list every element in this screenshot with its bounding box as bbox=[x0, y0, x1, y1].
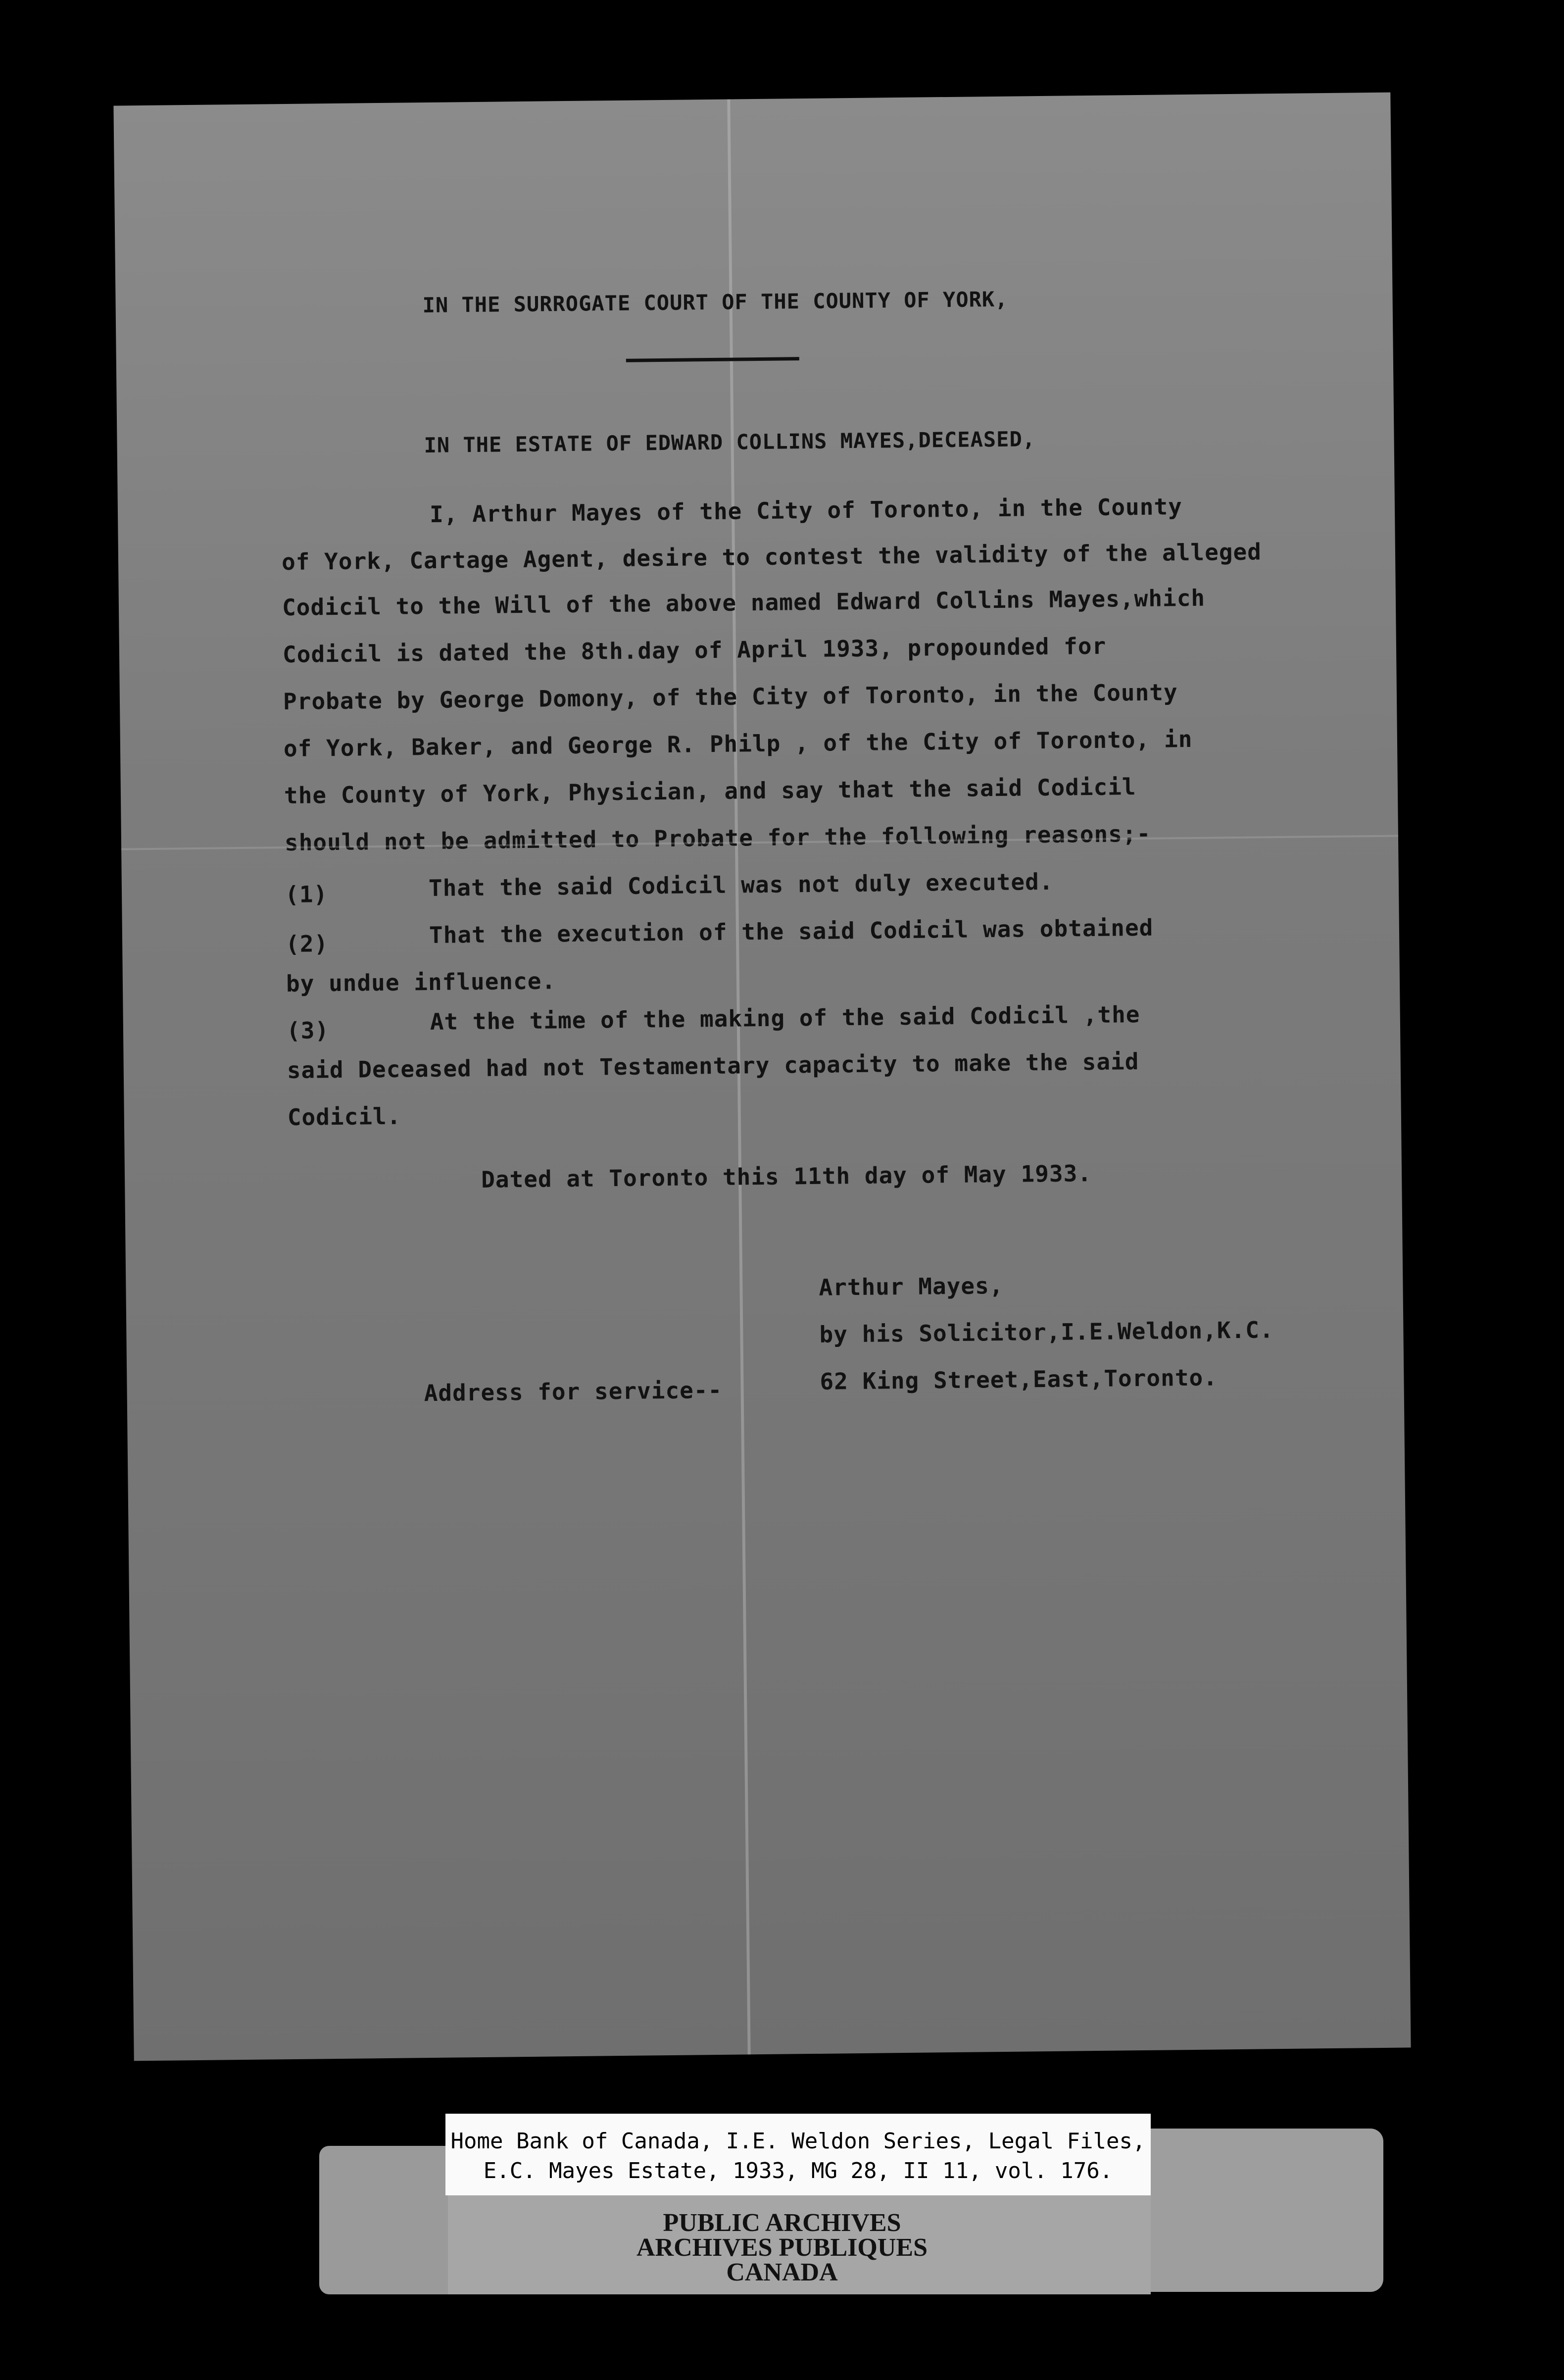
reason-number: (1) bbox=[285, 881, 328, 908]
heading-divider bbox=[626, 357, 799, 362]
body-line: Codicil is dated the 8th.day of April 1933, propounded for bbox=[282, 632, 1107, 668]
body-line: the County of York, Physician, and say that the said Codicil bbox=[284, 773, 1136, 809]
reason-text: Codicil. bbox=[287, 1102, 401, 1131]
reason-number: (2) bbox=[285, 930, 329, 958]
stamp-line: ARCHIVES PUBLIQUES bbox=[636, 2233, 928, 2262]
reason-text: by undue influence. bbox=[286, 967, 556, 997]
reason-text: That the said Codicil was not duly executed. bbox=[428, 868, 1054, 902]
solicitor-line: by his Solicitor,I.E.Weldon,K.C. bbox=[819, 1316, 1274, 1348]
public-archives-stamp bbox=[564, 2210, 1000, 2284]
reason-text: That the execution of the said Codicil was obtained bbox=[429, 914, 1154, 949]
body-line: of York, Baker, and George R. Philp , of the City of Toronto, in bbox=[283, 725, 1193, 762]
address-for-service: Address for service-- bbox=[424, 1376, 723, 1407]
archival-tape-left bbox=[319, 2146, 448, 2294]
solicitor-address: 62 King Street,East,Toronto. bbox=[820, 1364, 1218, 1395]
archive-label-line: E.C. Mayes Estate, 1933, MG 28, II 11, vol. 176. bbox=[483, 2158, 1113, 2183]
stamp-line: PUBLIC ARCHIVES bbox=[663, 2209, 901, 2237]
body-line: Codicil to the Will of the above named Edward Collins Mayes,which bbox=[282, 584, 1206, 621]
body-line: should not be admitted to Probate for the following reasons;- bbox=[284, 820, 1151, 856]
archival-tape-right bbox=[1151, 2129, 1383, 2292]
body-line: of York, Cartage Agent, desire to contest the validity of the alleged bbox=[281, 538, 1262, 576]
body-line: Probate by George Domony, of the City of Toronto, in the County bbox=[283, 679, 1178, 715]
dated-line: Dated at Toronto this 11th day of May 1933. bbox=[481, 1160, 1092, 1193]
signatory-name: Arthur Mayes, bbox=[819, 1272, 1004, 1301]
archive-reference-label bbox=[445, 2114, 1151, 2195]
archive-label-line: Home Bank of Canada, I.E. Weldon Series, Legal Files, bbox=[450, 2129, 1146, 2154]
reason-text: At the time of the making of the said Codicil ,the bbox=[430, 1001, 1140, 1036]
body-line: I, Arthur Mayes of the City of Toronto, in the County bbox=[429, 493, 1183, 528]
court-heading: IN THE SURROGATE COURT OF THE COUNTY OF YORK, bbox=[422, 287, 1008, 318]
stamp-line: CANADA bbox=[726, 2258, 838, 2286]
reason-number: (3) bbox=[286, 1017, 330, 1044]
document-page bbox=[113, 93, 1411, 2061]
estate-heading: IN THE ESTATE OF EDWARD COLLINS MAYES,DECEASED, bbox=[424, 427, 1036, 458]
reason-text: said Deceased had not Testamentary capacity to make the said bbox=[287, 1048, 1139, 1084]
